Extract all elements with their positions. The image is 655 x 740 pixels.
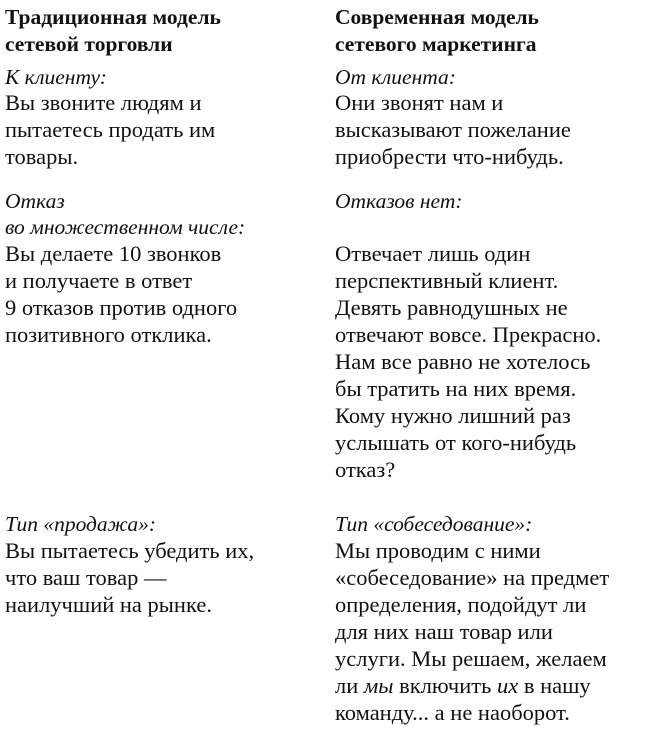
left-body-line: пытаетесь продать им — [5, 117, 216, 142]
right-body-line: услуги. Мы решаем, желаем — [335, 646, 607, 671]
right-body-line: высказывают пожелание — [335, 117, 571, 142]
right-body-line: приобрести что-нибудь. — [335, 144, 564, 169]
left-label-sale-type: Тип «продажа»: — [5, 512, 157, 536]
left-title-line-2: сетевой торговли — [5, 32, 173, 56]
text-fragment: включить — [393, 673, 497, 698]
right-body-line: для них наш товар или — [335, 619, 553, 644]
left-label-to-client: К клиенту: — [5, 65, 107, 89]
left-body-line: Вы звоните людям и — [5, 90, 202, 115]
text-fragment: ли — [335, 673, 364, 698]
left-title-line-1: Традиционная модель — [5, 5, 221, 29]
left-body-line: Вы делаете 10 звонков — [5, 241, 222, 266]
left-body-line: наилучший на рынке. — [5, 592, 212, 617]
right-body-line: «собеседование» на предмет — [335, 565, 610, 590]
left-body-line: позитивного отклика. — [5, 322, 212, 347]
right-body-line: перспективный клиент. — [335, 268, 559, 293]
right-body-line: команду... а не наоборот. — [335, 700, 570, 725]
right-label-from-client: От клиента: — [335, 65, 456, 89]
right-body-line-mixed — [335, 673, 591, 699]
right-body-line: Кому нужно лишний раз — [335, 403, 571, 428]
right-body-line: отвечают вовсе. Прекрасно. — [335, 322, 602, 347]
left-body-line: товары. — [5, 144, 79, 169]
right-label-no-refusals: Отказов нет: — [335, 189, 463, 213]
text-fragment: в нашу — [518, 673, 591, 698]
right-body-line: Отвечает лишь один — [335, 241, 531, 266]
right-label-interview-type: Тип «собеседование»: — [335, 512, 533, 536]
left-body-line: Вы пытаетесь убедить их, — [5, 538, 255, 563]
left-body-line: 9 отказов против одного — [5, 295, 238, 320]
emphasis-them: их — [496, 673, 519, 698]
right-title-line-1: Современная модель — [335, 5, 539, 29]
right-body-line: Девять равнодушных не — [335, 295, 568, 320]
right-body-line: Нам все равно не хотелось — [335, 349, 591, 374]
left-body-line: что ваш товар — — [5, 565, 167, 590]
right-body-line: услышать от кого-нибудь — [335, 430, 577, 455]
right-body-line: Они звонят нам и — [335, 90, 504, 115]
emphasis-we: мы — [363, 673, 394, 698]
right-body-line: бы тратить на них время. — [335, 376, 577, 401]
right-body-line: Мы проводим с ними — [335, 538, 541, 563]
right-title-line-2: сетевого маркетинга — [335, 32, 537, 56]
left-body-line: и получаете в ответ — [5, 268, 193, 293]
right-body-line: определения, подойдут ли — [335, 592, 587, 617]
right-body-line: отказ? — [335, 457, 396, 482]
left-label-refusal-2: во множественном числе: — [5, 215, 246, 239]
left-label-refusal: Отказ — [5, 189, 65, 213]
